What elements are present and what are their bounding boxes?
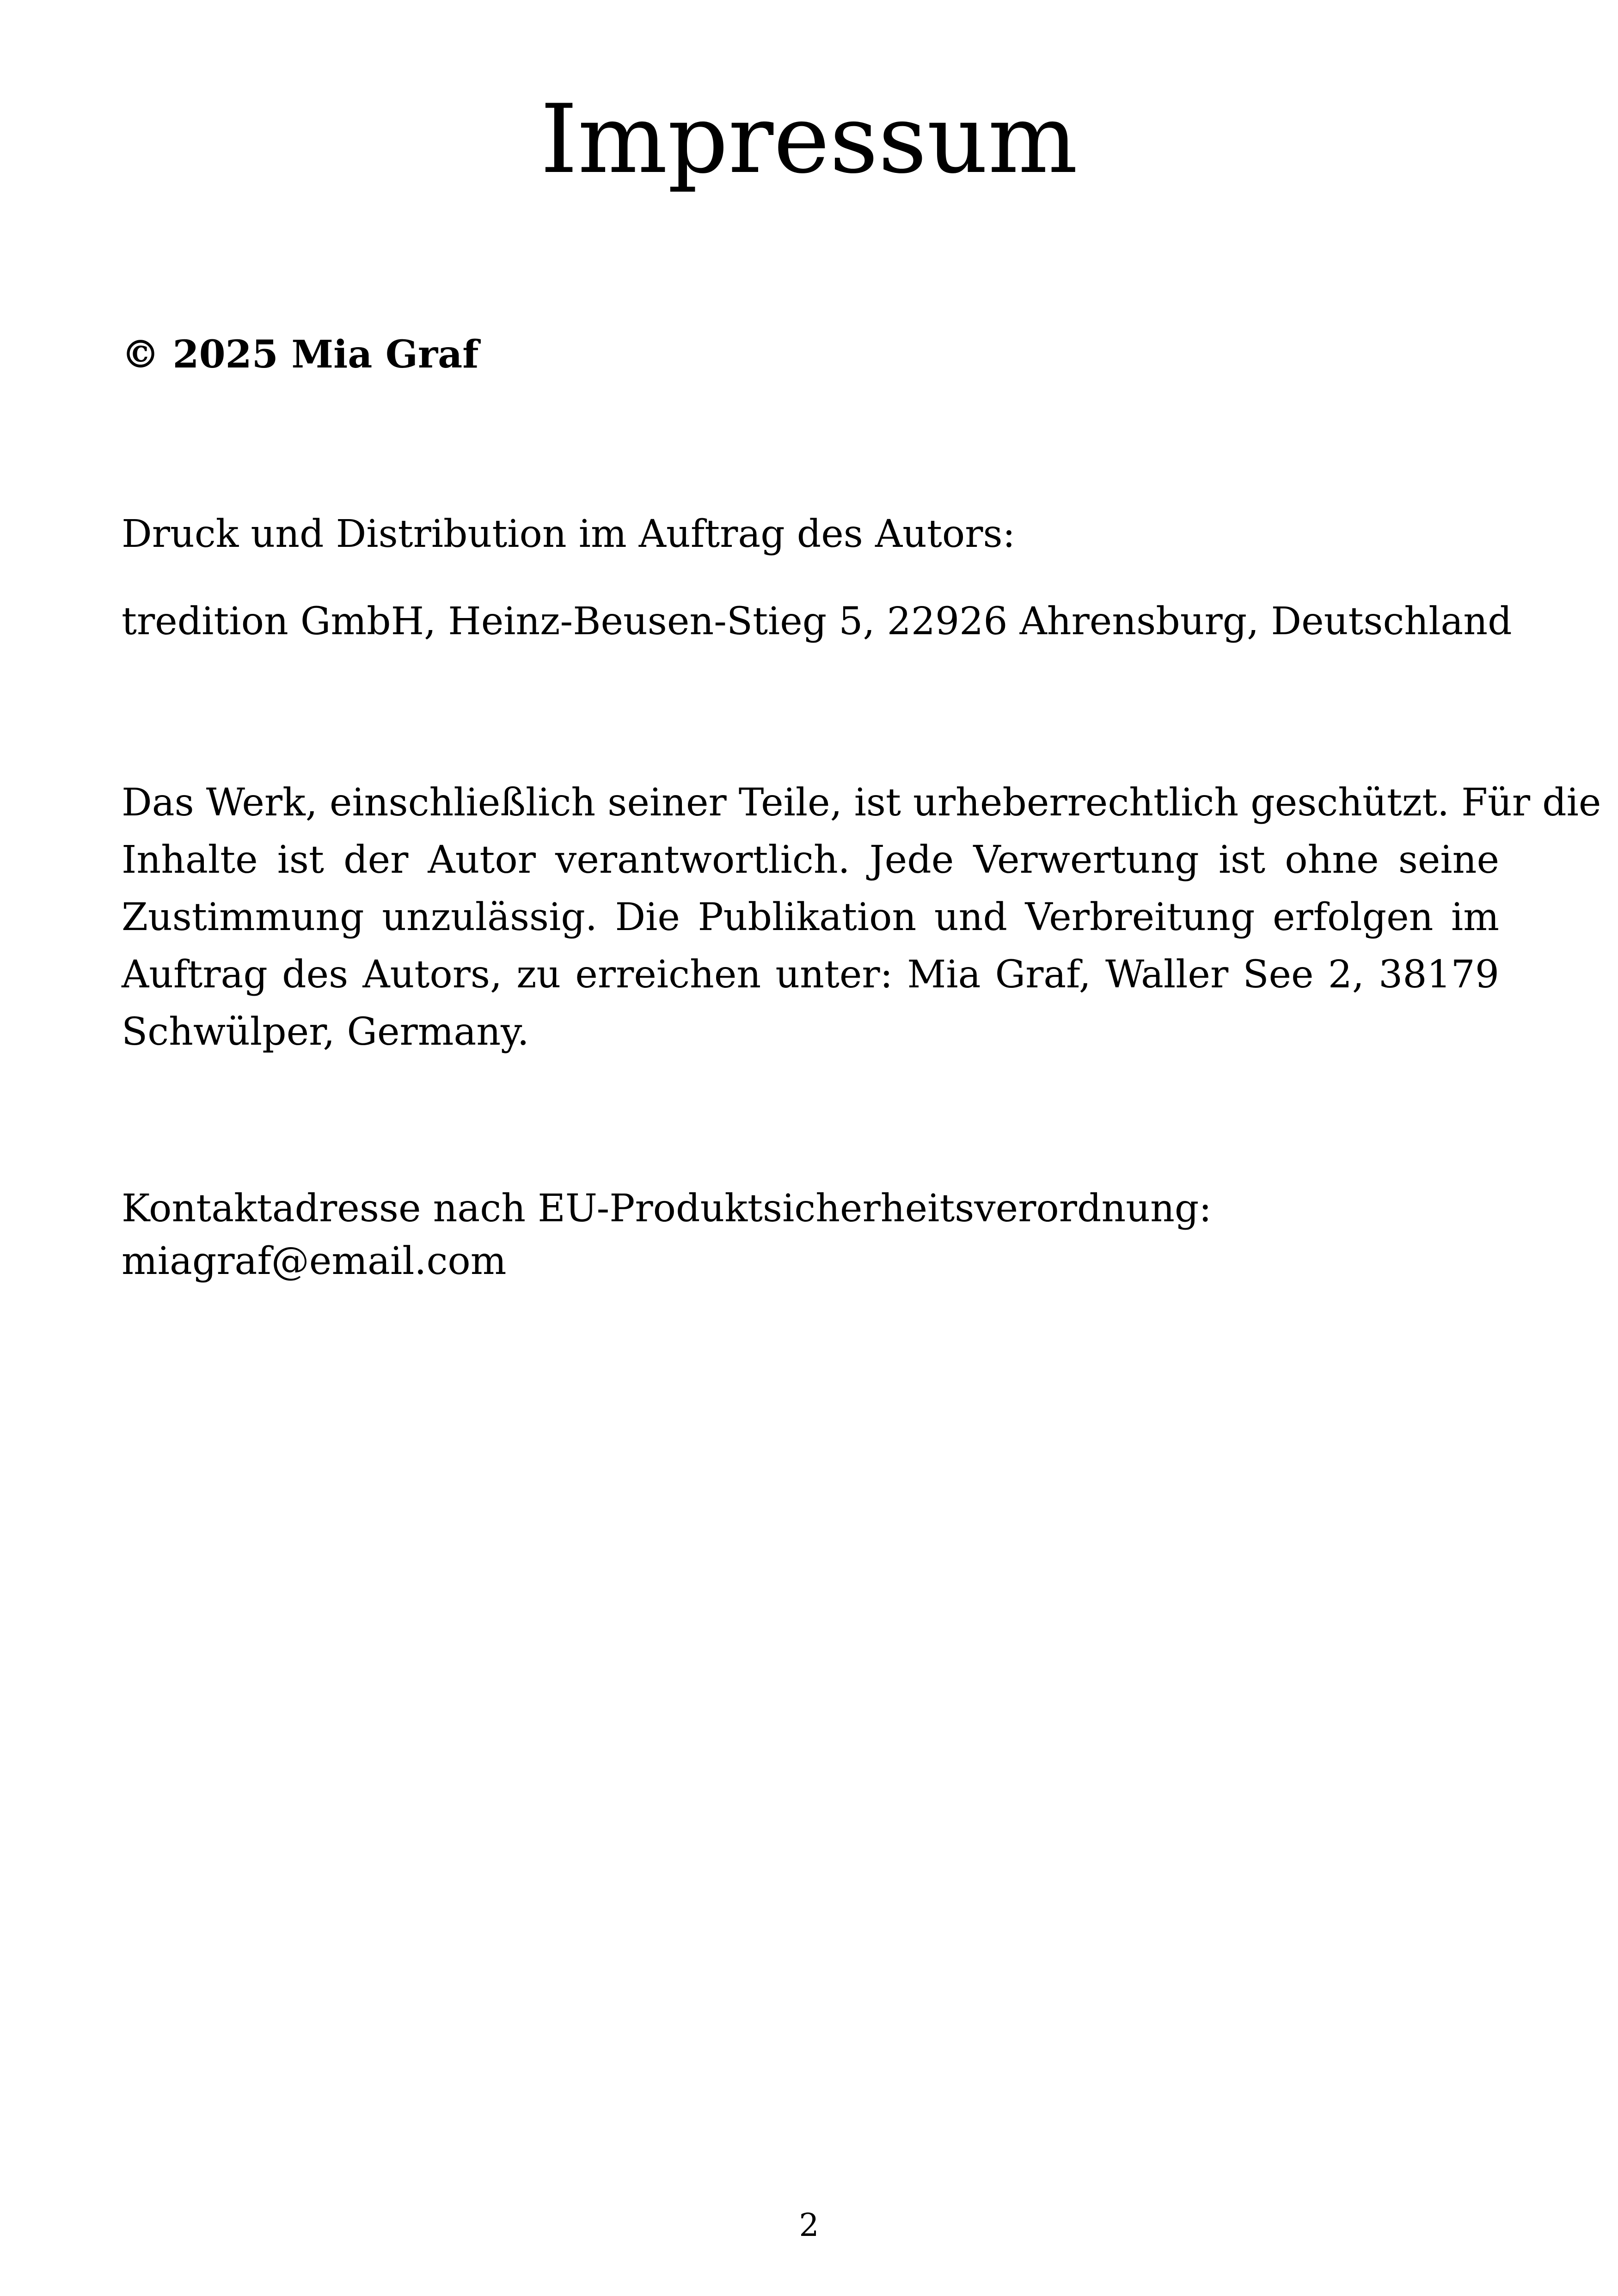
legal-line: Auftrag des Autors, zu erreichen unter: Mia Graf, Waller See 2, 38179 <box>122 953 1499 997</box>
legal-line: Zustimmung unzulässig. Die Publikation und Verbreitung erfolgen im <box>122 895 1499 939</box>
contact-heading: Kontaktadresse nach EU-Produktsicherheitsverordnung: <box>122 1187 1212 1231</box>
publisher-address: tredition GmbH, Heinz-Beusen-Stieg 5, 22926 Ahrensburg, Deutschland <box>122 600 1512 643</box>
page-title: Impressum <box>540 85 1078 195</box>
legal-line: Das Werk, einschließlich seiner Teile, ist urheberrechtlich geschützt. Für die <box>122 781 1601 825</box>
print-distribution-heading: Druck und Distribution im Auftrag des Autors: <box>122 512 1016 556</box>
page-number: 2 <box>799 2207 819 2244</box>
copyright-legal-paragraph <box>122 774 1601 1061</box>
legal-line: Schwülper, Germany. <box>122 1010 529 1054</box>
contact-email: miagraf@email.com <box>122 1239 507 1283</box>
legal-line: Inhalte ist der Autor verantwortlich. Jede Verwertung ist ohne seine <box>122 838 1499 882</box>
copyright-notice: © 2025 Mia Graf <box>122 332 479 377</box>
